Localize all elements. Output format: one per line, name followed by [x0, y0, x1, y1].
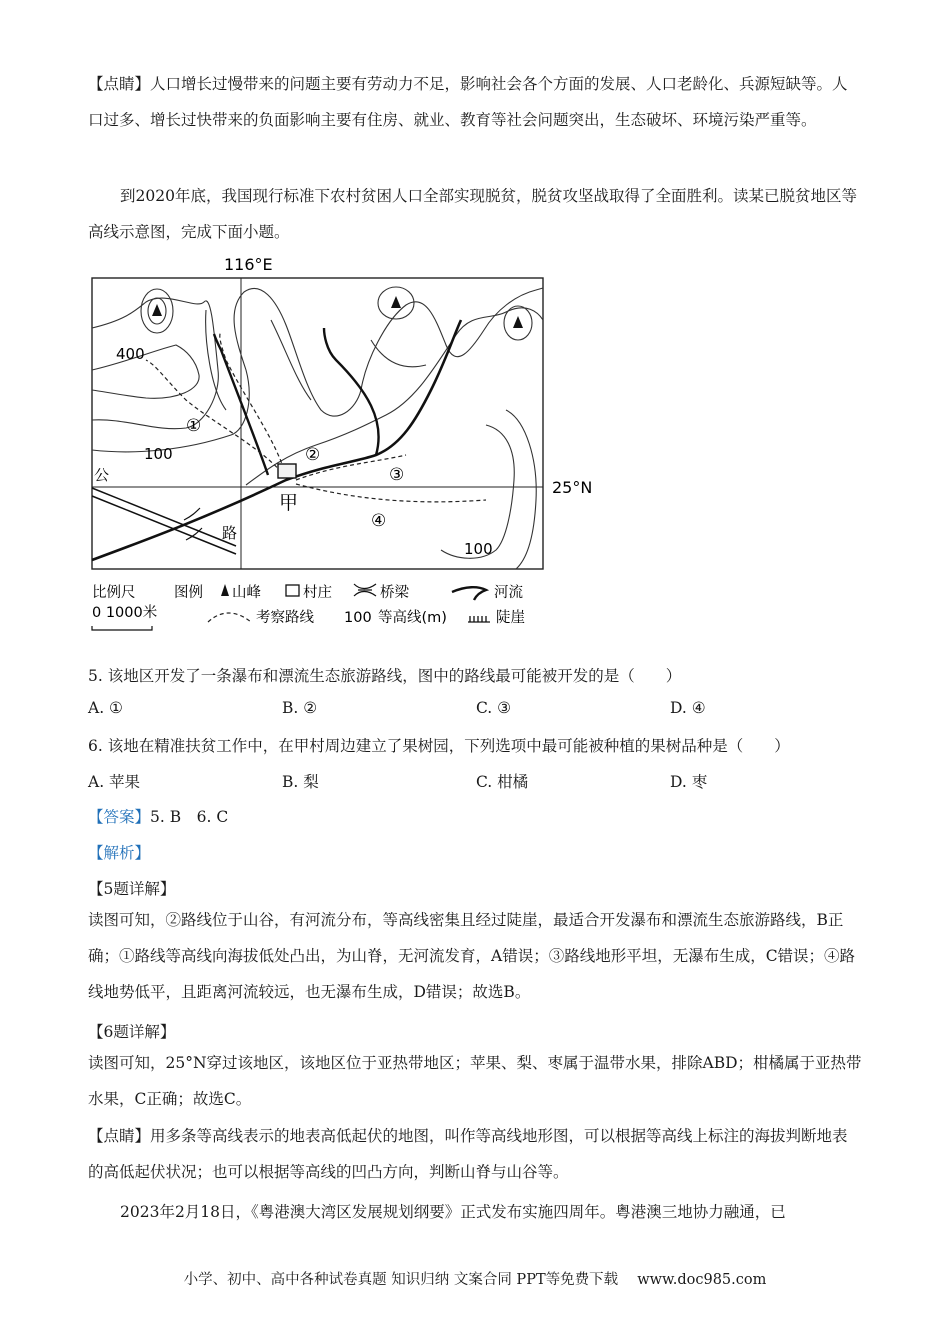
village-marker [278, 464, 296, 478]
question-5-option-b: B. ② [282, 699, 318, 717]
next-passage: 2023年2月18日，《粤港澳大湾区发展规划纲要》正式发布实施四周年。粤港澳三地协力融通，已 [120, 1203, 786, 1221]
contour-label-400: 400 [116, 345, 145, 363]
contour-line [371, 340, 426, 367]
contour-line [441, 425, 514, 558]
answer-text: 5. B 6. C [150, 808, 229, 826]
intro-paragraph [88, 66, 863, 138]
tip-paragraph [88, 1118, 863, 1190]
tip-label: 【点睛】 [88, 1127, 151, 1145]
highway-edge [92, 496, 236, 554]
peak-icon [152, 304, 162, 316]
question-6-stem: 6. 该地在精准扶贫工作中，在甲村周边建立了果树园，下列选项中最可能被种植的果树品种是（ ） [88, 737, 790, 755]
legend-village: 村庄 [303, 585, 332, 601]
passage-paragraph: 到2020年底，我国现行标准下农村贫困人口全部实现脱贫，脱贫攻坚战取得了全面胜利。读某已脱贫地区等高线示意图，完成下面小题。 [88, 187, 857, 241]
contour-line [246, 308, 543, 485]
legend-river: 河流 [494, 585, 523, 601]
legend-route-icon [208, 613, 251, 622]
map-legend [92, 583, 525, 630]
route-label-3: ③ [389, 465, 405, 485]
road-label-1: 公 [94, 466, 110, 484]
peak-icon [391, 296, 401, 308]
highway [92, 488, 236, 554]
route-label-1: ① [186, 416, 202, 436]
analysis-label: 【解析】 [88, 844, 151, 862]
question-5-option-c: C. ③ [476, 699, 512, 717]
legend-river-icon [452, 587, 486, 600]
q6-detail-text: 读图可知，25°N穿过该地区，该地区位于亚热带地区；苹果、梨、枣属于温带水果，排除ABD；柑橘属于亚热带水果，C正确；故选C。 [88, 1054, 862, 1108]
question-5-option-d: D. ④ [670, 699, 706, 717]
map-frame [92, 278, 543, 569]
question-5-stem: 5. 该地区开发了一条瀑布和漂流生态旅游路线，图中的路线最可能被开发的是（ ） [88, 667, 682, 685]
river-tributary [324, 328, 379, 455]
legend-scale-bar [92, 626, 152, 630]
legend-cliff-icon [468, 616, 490, 622]
latitude-label: 25°N [552, 478, 593, 497]
peak-icon [513, 316, 523, 328]
contour-line [92, 298, 218, 429]
legend-cliff: 陡崖 [496, 610, 525, 626]
route-label-2: ② [305, 445, 321, 465]
village-label: 甲 [279, 492, 299, 514]
road-label-2: 路 [222, 524, 238, 542]
route-path-2 [220, 332, 286, 476]
question-6-option-c: C. 柑橘 [476, 773, 529, 791]
q5-detail-text: 读图可知，②路线位于山谷，有河流分布，等高线密集且经过陡崖，最适合开发瀑布和漂流生态旅游路线，B正确；①路线等高线向海拔低处凸出，为山脊，无河流发育，A错误；③路线地形平坦，无瀑布生成，C错误；④路线地势低平，且距离河流较远，也无瀑布生成，D错误；故选B。 [88, 911, 856, 1001]
q6-detail-label: 【6题详解】 [88, 1023, 176, 1041]
legend-route: 考察路线 [256, 610, 314, 626]
answer-label: 【答案】 [88, 808, 151, 826]
contour-label-100-left: 100 [144, 445, 173, 463]
contour-map-figure [86, 250, 606, 640]
legend-bridge: 桥梁 [380, 585, 409, 601]
longitude-label: 116°E [224, 255, 273, 274]
intro-label: 【点睛】 [88, 75, 151, 93]
question-5-option-a: A. ① [88, 699, 123, 717]
legend-title: 图例 [174, 585, 203, 601]
question-6-option-b: B. 梨 [282, 773, 319, 791]
contour-line [271, 320, 311, 400]
question-6-option-d: D. 枣 [670, 773, 708, 791]
river-main [92, 320, 461, 560]
legend-scale-value: 0 1000米 [92, 605, 158, 621]
intro-text: 人口增长过慢带来的问题主要有劳动力不足，影响社会各个方面的发展、人口老龄化、兵源短缺等。人口过多、增长过快带来的负面影响主要有住房、就业、教育等社会问题突出，生态破坏、环境污染严重等。 [88, 75, 848, 129]
contour-lines [92, 287, 543, 569]
contour-line [506, 410, 536, 569]
answer-line [88, 805, 228, 827]
q5-detail-label: 【5题详解】 [88, 880, 176, 898]
legend-scale-title: 比例尺 [92, 585, 136, 601]
legend-peak: 山峰 [232, 585, 261, 601]
contour-line [92, 345, 199, 398]
tip-text: 用多条等高线表示的地表高低起伏的地图，叫作等高线地形图，可以根据等高线上标注的海拔判断地表的高低起伏状况；也可以根据等高线的凹凸方向，判断山脊与山谷等。 [88, 1127, 848, 1181]
legend-peak-icon [221, 584, 229, 596]
question-6-option-a: A. 苹果 [88, 773, 141, 791]
legend-contour: 等高线(m) [378, 610, 447, 626]
contour-label-100-right: 100 [464, 540, 493, 558]
legend-contour-sample: 100 [344, 610, 372, 626]
page-footer: 小学、初中、高中各种试卷真题 知识归纳 文案合同 PPT等免费下载 www.doc985.com [183, 1272, 767, 1288]
legend-bridge-icon [354, 584, 376, 596]
route-label-4: ④ [371, 511, 387, 531]
highway-edge [92, 488, 236, 546]
legend-village-icon [286, 585, 299, 596]
